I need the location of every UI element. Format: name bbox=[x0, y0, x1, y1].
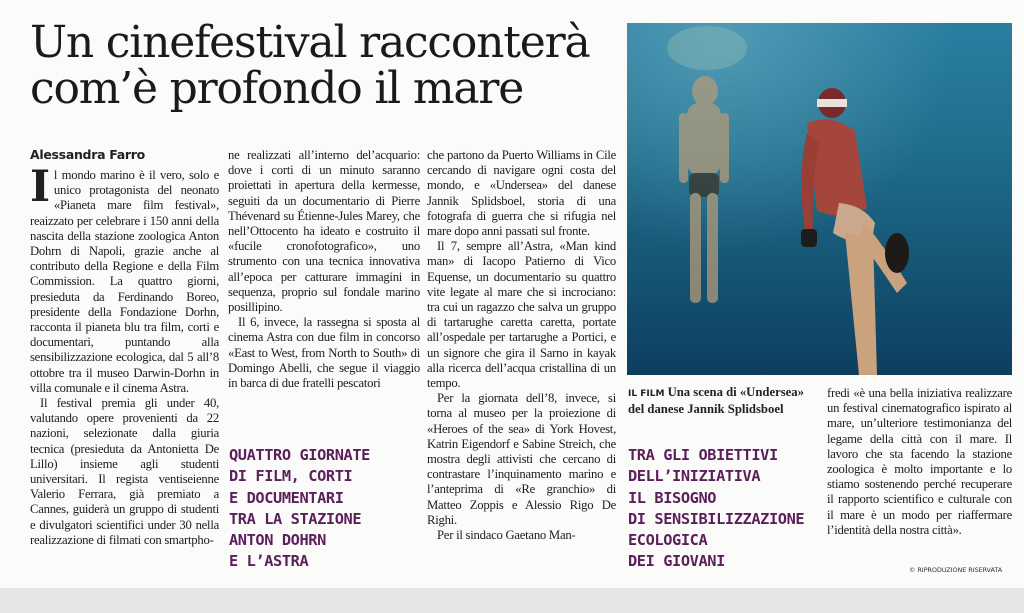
pull-quote-line: E DOCUMENTARI bbox=[229, 488, 344, 507]
paragraph-text: l mondo marino è il vero, solo e unico protagonista del neonato «Pianeta mare film festival», reaizzato per celebrare i 150 anni della nascita della stazione zoologica Anton Dohrn di Napoli, grazie anche al contributo della Regione e della Film Commission. La quattro giorni, presieduta da Ferdinando Boreo, presidente della Fondazione Dorhn, racconta il pianeta blu tra film, corti e documentari, puntando alla sensibilizzazione ecologica, dal 5 all’8 ottobre tra il museo Darwin-Dorhn in villa comunale e il cinema Astra. bbox=[30, 168, 219, 395]
pull-quote-line: DELL’INIZIATIVA bbox=[628, 467, 761, 486]
pull-quote-line: IL BISOGNO bbox=[628, 488, 717, 507]
viewer-bottom-bar bbox=[0, 588, 1024, 613]
article-column-2 bbox=[228, 148, 420, 391]
headline bbox=[30, 17, 630, 114]
paragraph: Per il sindaco Gaetano Man- bbox=[437, 528, 576, 543]
caption-label: IL FILM bbox=[628, 389, 665, 399]
pull-quote-2 bbox=[628, 445, 808, 573]
paragraph: ne realizzati all’interno del’acquario: dove i corti di un minuto saranno proiettati in apertura della kermesse, seguiti da un documentario di Pierre Thévenard su Étienne-Jules Marey, che nell’Ottocento ha ideato e costruito il «fucile cronofotografico», uno strumento con una tecnica innovativa all’epoca per catturare immagini in sequenza, proprio sul fondale marino posillipino. bbox=[228, 148, 420, 315]
article-column-1 bbox=[30, 162, 219, 548]
pull-quote-line: ANTON DOHRN bbox=[229, 531, 326, 550]
article-column-4 bbox=[827, 386, 1012, 538]
pull-quote-line: TRA LA STAZIONE bbox=[229, 509, 362, 528]
pull-quote-line: DI FILM, CORTI bbox=[229, 467, 353, 486]
underwater-photo bbox=[627, 23, 1012, 375]
pull-quote-line: TRA GLI OBIETTIVI bbox=[628, 446, 778, 464]
paragraph: che partono da Puerto Williams in Cile cercando di navigare ogni costa del mondo, e «Undersea» del danese Jannik Splidsboel, storia di una fotografa di guerra che si rifugia nel mare dopo anni passati sul fronte. bbox=[427, 148, 616, 239]
photo-illustration bbox=[627, 23, 1012, 375]
copyright-notice: © RIPRODUZIONE RISERVATA bbox=[909, 566, 1003, 574]
headline-line-1: Un cinefestival racconterà bbox=[30, 17, 590, 68]
pull-quote-1 bbox=[229, 445, 421, 573]
article-column-3 bbox=[427, 148, 616, 543]
headline-line-2: com’è profondo il mare bbox=[30, 63, 524, 114]
paragraph: Il 6, invece, la rassegna si sposta al cinema Astra con due film in concorso «East to West, from North to South» di Domingo Abelli, che segue il viaggio in barca di due fratelli pescatori bbox=[228, 315, 420, 391]
pull-quote-line: E L’ASTRA bbox=[229, 552, 309, 571]
pull-quote-line: QUATTRO GIORNATE bbox=[229, 446, 370, 464]
caption-text: Una scena di «Undersea» del danese Jannik Splidsboel bbox=[628, 385, 804, 416]
drop-cap: I bbox=[30, 162, 50, 212]
paragraph: Il 7, sempre all’Astra, «Man kind man» di Iacopo Patierno di Vico Equense, un documentario su quattro vite legate al mare che si incrociano: tra cui un ragazzo che salva un gruppo di tartarughe caretta caretta, portate all’ospedale per tartarughe a Portici, e un signore che gira il Sarno in kayak alla ricerca dell’acqua cristallina di un tempo. bbox=[427, 239, 616, 391]
photo-caption bbox=[628, 385, 818, 416]
pull-quote-line: DI SENSIBILIZZAZIONE bbox=[628, 509, 805, 528]
paragraph: Il festival premia gli under 40, valutando opere provenienti da 22 nazioni, selezionate dalla giuria tecnica (presieduta da Antonietta De Lillo) insieme agli studenti universitari. Il regista ventiseienne Valerio Ferrara, già premiato a Cannes, guiderà un gruppo di studenti e divulgatori scientifici under 30 nella realizzazione di filmati con smartpho- bbox=[30, 396, 219, 547]
pull-quote-line: ECOLOGICA bbox=[628, 531, 708, 550]
author-byline: Alessandra Farro bbox=[30, 147, 145, 162]
paragraph: fredi «è una bella iniziativa realizzare un festival cinematografico ispirato al mare, un’ulteriore testimonianza del legame della città con il mare. Il lavoro che sta facendo la stazione zoologica è molto importante e lo stiamo sostenendo perché recuperare il rapporto scientifico e culturale con il mare è un modo per riaffermare l’identità della nostra città». bbox=[827, 386, 1012, 537]
paragraph: Per la giornata dell’8, invece, si torna al museo per la proiezione di «Heroes of the sea» di York Hovest, Katrin Eigendorf e Sabine Streich, che mostra degli attivisti che cercano di contrastare l’inquinamento marino e l’anteprima di «Re granchio» di Matteo Zoppis e Alessio Rigo De Righi. bbox=[427, 391, 616, 527]
pull-quote-line: DEI GIOVANI bbox=[628, 552, 725, 571]
paragraph bbox=[30, 162, 219, 396]
